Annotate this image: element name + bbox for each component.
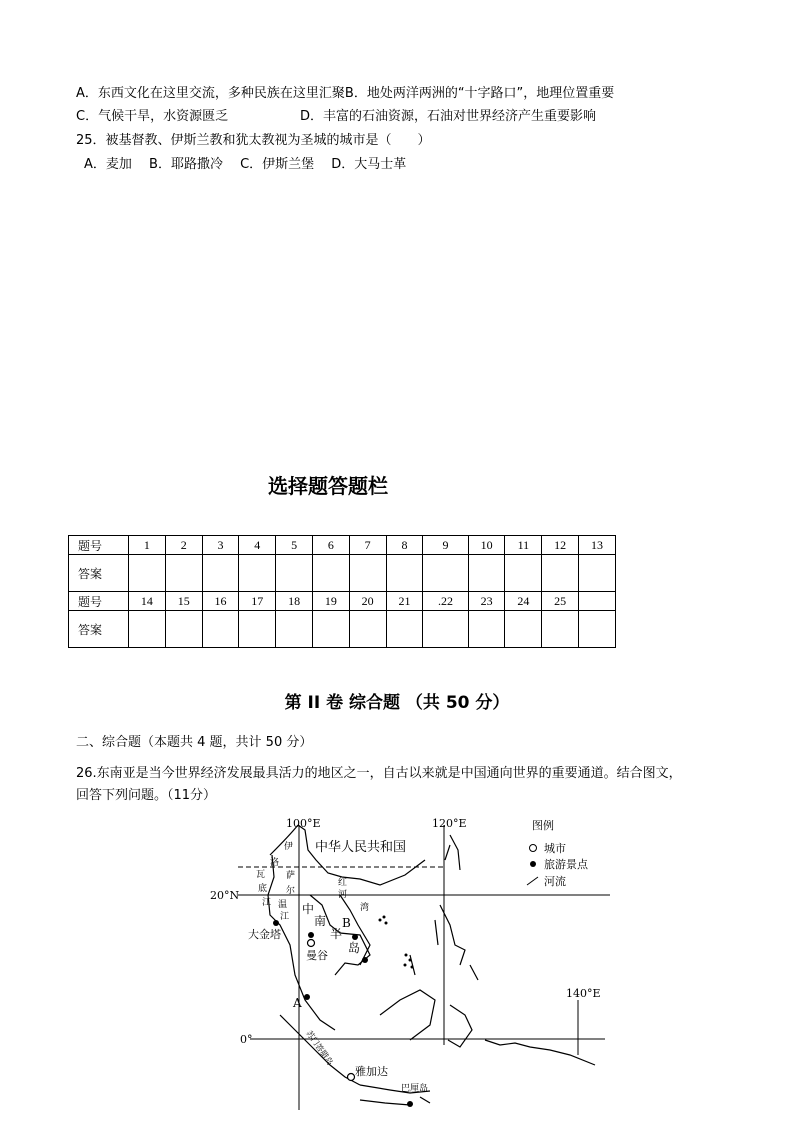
city-label-bangkok: 曼谷 (306, 949, 328, 962)
part2-title: 第 II 卷 综合题 （共 50 分） (284, 693, 510, 713)
bay-label: 湾 (360, 903, 370, 913)
label-140e: 140°E (566, 987, 601, 1000)
river-label: 江 (280, 912, 290, 922)
row-label-answer: 答案 (69, 555, 129, 592)
label-b: B (342, 916, 351, 930)
southeast-asia-map (210, 815, 610, 1115)
label-0: 0° (240, 1033, 253, 1046)
answer-cell[interactable] (468, 555, 505, 592)
q25-stem: 25．被基督教、伊斯兰教和犹太教视为圣城的城市是（ ） (76, 133, 431, 148)
red-river-label: 河 (338, 890, 348, 900)
river-label: 萨 (286, 871, 296, 881)
answer-sheet-table (68, 535, 616, 648)
question-number: 18 (276, 592, 313, 611)
table-row (69, 611, 616, 648)
answer-cell[interactable] (542, 611, 579, 648)
answer-sheet-title: 选择题答题栏 (268, 474, 388, 498)
peninsula-label: 中 (302, 902, 315, 916)
answer-cell[interactable] (276, 555, 313, 592)
question-number: 11 (505, 536, 542, 555)
answer-cell[interactable] (129, 555, 166, 592)
question-number: 25 (542, 592, 579, 611)
q26-stem-line1: 26.东南亚是当今世界经济发展最具活力的地区之一，自古以来就是中国通向世界的重要通道。结合图文， (76, 766, 682, 781)
river-label: 瓦 (256, 870, 266, 880)
legend-city: 城市 (544, 842, 566, 855)
table-row (69, 592, 616, 611)
answer-cell[interactable] (579, 611, 616, 648)
river-label: 底 (258, 884, 268, 894)
question-number: 8 (386, 536, 423, 555)
river-label: 尔 (286, 886, 296, 896)
island-label-bali: 巴厘岛 (401, 1084, 429, 1094)
answer-cell[interactable] (386, 611, 423, 648)
question-number: 2 (165, 536, 202, 555)
answer-cell[interactable] (423, 611, 468, 648)
answer-cell[interactable] (505, 611, 542, 648)
peninsula-label: 半 (330, 927, 343, 941)
river-label: 江 (262, 898, 272, 908)
question-number: 17 (239, 592, 276, 611)
question-number: 19 (312, 592, 349, 611)
legend-scenic: 旅游景点 (544, 858, 588, 871)
table-row (69, 555, 616, 592)
legend-river: 河流 (544, 875, 566, 888)
city-label-jakarta: 雅加达 (355, 1065, 388, 1078)
label-100e: 100°E (286, 817, 321, 830)
question-number: 9 (423, 536, 468, 555)
answer-cell[interactable] (312, 555, 349, 592)
question-number: 4 (239, 536, 276, 555)
peninsula-label: 南 (314, 914, 327, 928)
label-120e: 120°E (432, 817, 467, 830)
q24-option-a: A．东西文化在这里交流，多种民族在这里汇聚 (76, 86, 345, 101)
china-label: 中华人民共和国 (315, 840, 407, 855)
question-number: 16 (202, 592, 239, 611)
question-number: 1 (129, 536, 166, 555)
question-number: 3 (202, 536, 239, 555)
answer-cell[interactable] (202, 555, 239, 592)
table-row (69, 536, 616, 555)
question-number: 7 (349, 536, 386, 555)
question-number: 23 (468, 592, 505, 611)
answer-cell[interactable] (165, 555, 202, 592)
answer-cell[interactable] (579, 555, 616, 592)
q25-options: A．麦加 B．耶路撒冷 C．伊斯兰堡 D．大马士革 (84, 157, 407, 172)
answer-cell[interactable] (349, 555, 386, 592)
question-number: 13 (579, 536, 616, 555)
river-label: 洛 (270, 858, 280, 868)
answer-cell[interactable] (505, 555, 542, 592)
question-number (579, 592, 616, 611)
q24-option-c: C．气候干旱，水资源匮乏 (76, 109, 229, 124)
answer-cell[interactable] (276, 611, 313, 648)
question-number: 5 (276, 536, 313, 555)
answer-cell[interactable] (129, 611, 166, 648)
question-number: .22 (423, 592, 468, 611)
question-number: 15 (165, 592, 202, 611)
question-number: 20 (349, 592, 386, 611)
legend-title: 图例 (532, 819, 554, 832)
peninsula-label: 岛 (348, 941, 361, 955)
answer-cell[interactable] (239, 555, 276, 592)
section-heading: 二、综合题（本题共 4 题，共计 50 分） (76, 735, 313, 750)
question-number: 21 (386, 592, 423, 611)
river-label: 温 (278, 900, 288, 910)
q24-option-b: B．地处两洋两洲的“十字路口”，地理位置重要 (344, 86, 615, 101)
question-number: 12 (542, 536, 579, 555)
red-river-label: 红 (338, 878, 348, 888)
row-label-answer: 答案 (69, 611, 129, 648)
answer-cell[interactable] (386, 555, 423, 592)
city-label-dajinta: 大金塔 (248, 928, 281, 941)
label-a: A (293, 996, 302, 1010)
river-label: 伊 (284, 842, 294, 852)
answer-cell[interactable] (239, 611, 276, 648)
question-number: 10 (468, 536, 505, 555)
row-label-number: 题号 (69, 592, 129, 611)
question-number: 6 (312, 536, 349, 555)
question-number: 24 (505, 592, 542, 611)
answer-cell[interactable] (423, 555, 468, 592)
island-label-sumatra: 苏门答腊岛 (304, 1028, 335, 1067)
q24-option-d: D．丰富的石油资源，石油对世界经济产生重要影响 (300, 109, 597, 124)
answer-cell[interactable] (165, 611, 202, 648)
answer-cell[interactable] (542, 555, 579, 592)
row-label-number: 题号 (69, 536, 129, 555)
question-number: 14 (129, 592, 166, 611)
q26-stem-line2: 回答下列问题。（11分） (76, 788, 217, 803)
label-20n: 20°N (210, 889, 240, 902)
answer-cell[interactable] (468, 611, 505, 648)
answer-cell[interactable] (202, 611, 239, 648)
answer-cell[interactable] (349, 611, 386, 648)
answer-cell[interactable] (312, 611, 349, 648)
